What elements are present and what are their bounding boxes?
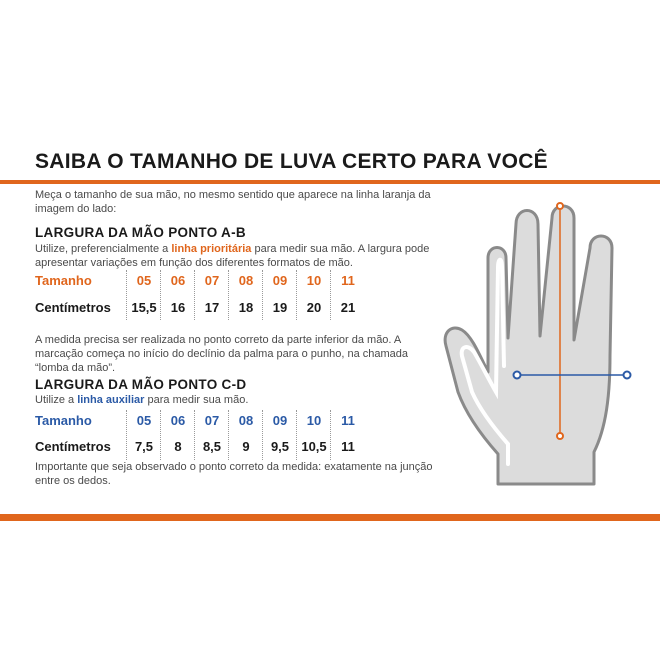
bottom-divider bbox=[0, 514, 660, 521]
section-cd-note: Importante que seja observado o ponto correto da medida: exatamente na junção entre os dedos. bbox=[35, 461, 433, 487]
point-b-marker bbox=[557, 433, 563, 439]
size-cell: 05 bbox=[136, 273, 152, 288]
size-cell: 06 bbox=[170, 273, 186, 288]
size-cell: 09 bbox=[272, 273, 288, 288]
cm-cell: 8 bbox=[174, 439, 182, 454]
cm-cell: 10,5 bbox=[301, 439, 327, 454]
cm-cell: 15,5 bbox=[131, 300, 157, 315]
point-d-marker bbox=[624, 372, 631, 379]
section-ab-heading: LARGURA DA MÃO PONTO A-B bbox=[35, 225, 246, 240]
priority-line-highlight: linha prioritária bbox=[171, 243, 252, 255]
point-c-marker bbox=[514, 372, 521, 379]
size-cell: 07 bbox=[204, 273, 220, 288]
point-a-marker bbox=[557, 203, 563, 209]
size-cell: 08 bbox=[238, 413, 254, 428]
size-cell: 11 bbox=[341, 413, 355, 428]
cm-cell: 17 bbox=[204, 300, 220, 315]
section-ab-desc-pre: Utilize, preferencialmente a bbox=[35, 243, 172, 255]
intro-text: Meça o tamanho de sua mão, no mesmo sentido que aparece na linha laranja da imagem do lado: bbox=[35, 189, 431, 215]
cm-cell: 19 bbox=[272, 300, 288, 315]
section-ab-note: A medida precisa ser realizada no ponto correto da parte inferior da mão. A marcação começa no início do declínio da palma para o punho, na chamada “lomba da mão”. bbox=[35, 334, 409, 374]
cm-row-label: Centímetros bbox=[35, 439, 111, 454]
size-cell: 08 bbox=[238, 273, 254, 288]
cm-cell: 21 bbox=[340, 300, 356, 315]
cm-cell: 9,5 bbox=[270, 439, 290, 454]
size-cell: 05 bbox=[136, 413, 152, 428]
page-title: SAIBA O TAMANHO DE LUVA CERTO PARA VOCÊ bbox=[35, 150, 548, 173]
cm-cell: 9 bbox=[242, 439, 250, 454]
section-ab-description bbox=[35, 242, 440, 270]
auxiliary-line-highlight: linha auxiliar bbox=[77, 394, 145, 406]
cm-cell: 18 bbox=[238, 300, 254, 315]
size-row-label: Tamanho bbox=[35, 273, 92, 288]
cm-cell: 20 bbox=[306, 300, 322, 315]
cm-cell: 7,5 bbox=[134, 439, 154, 454]
hand-outline-icon bbox=[440, 196, 650, 501]
size-cell: 07 bbox=[204, 413, 220, 428]
size-cell: 10 bbox=[306, 273, 322, 288]
size-cell: 09 bbox=[272, 413, 288, 428]
size-row-label: Tamanho bbox=[35, 413, 92, 428]
size-cell: 06 bbox=[170, 413, 186, 428]
section-cd-desc-post: para medir sua mão. bbox=[144, 394, 249, 406]
section-cd-description bbox=[35, 393, 440, 407]
cm-cell: 16 bbox=[170, 300, 186, 315]
section-cd-heading: LARGURA DA MÃO PONTO C-D bbox=[35, 377, 247, 392]
top-divider bbox=[0, 180, 660, 184]
cm-row-label: Centímetros bbox=[35, 300, 111, 315]
size-cell: 10 bbox=[306, 413, 322, 428]
cm-cell: 11 bbox=[341, 439, 355, 454]
section-ab-desc-post: para medir sua mão. A largura pode apresentar variações em função dos diferentes formatos de mão. bbox=[35, 243, 430, 269]
size-cell: 11 bbox=[341, 273, 355, 288]
cm-cell: 8,5 bbox=[202, 439, 222, 454]
section-cd-desc-pre: Utilize a bbox=[35, 394, 78, 406]
